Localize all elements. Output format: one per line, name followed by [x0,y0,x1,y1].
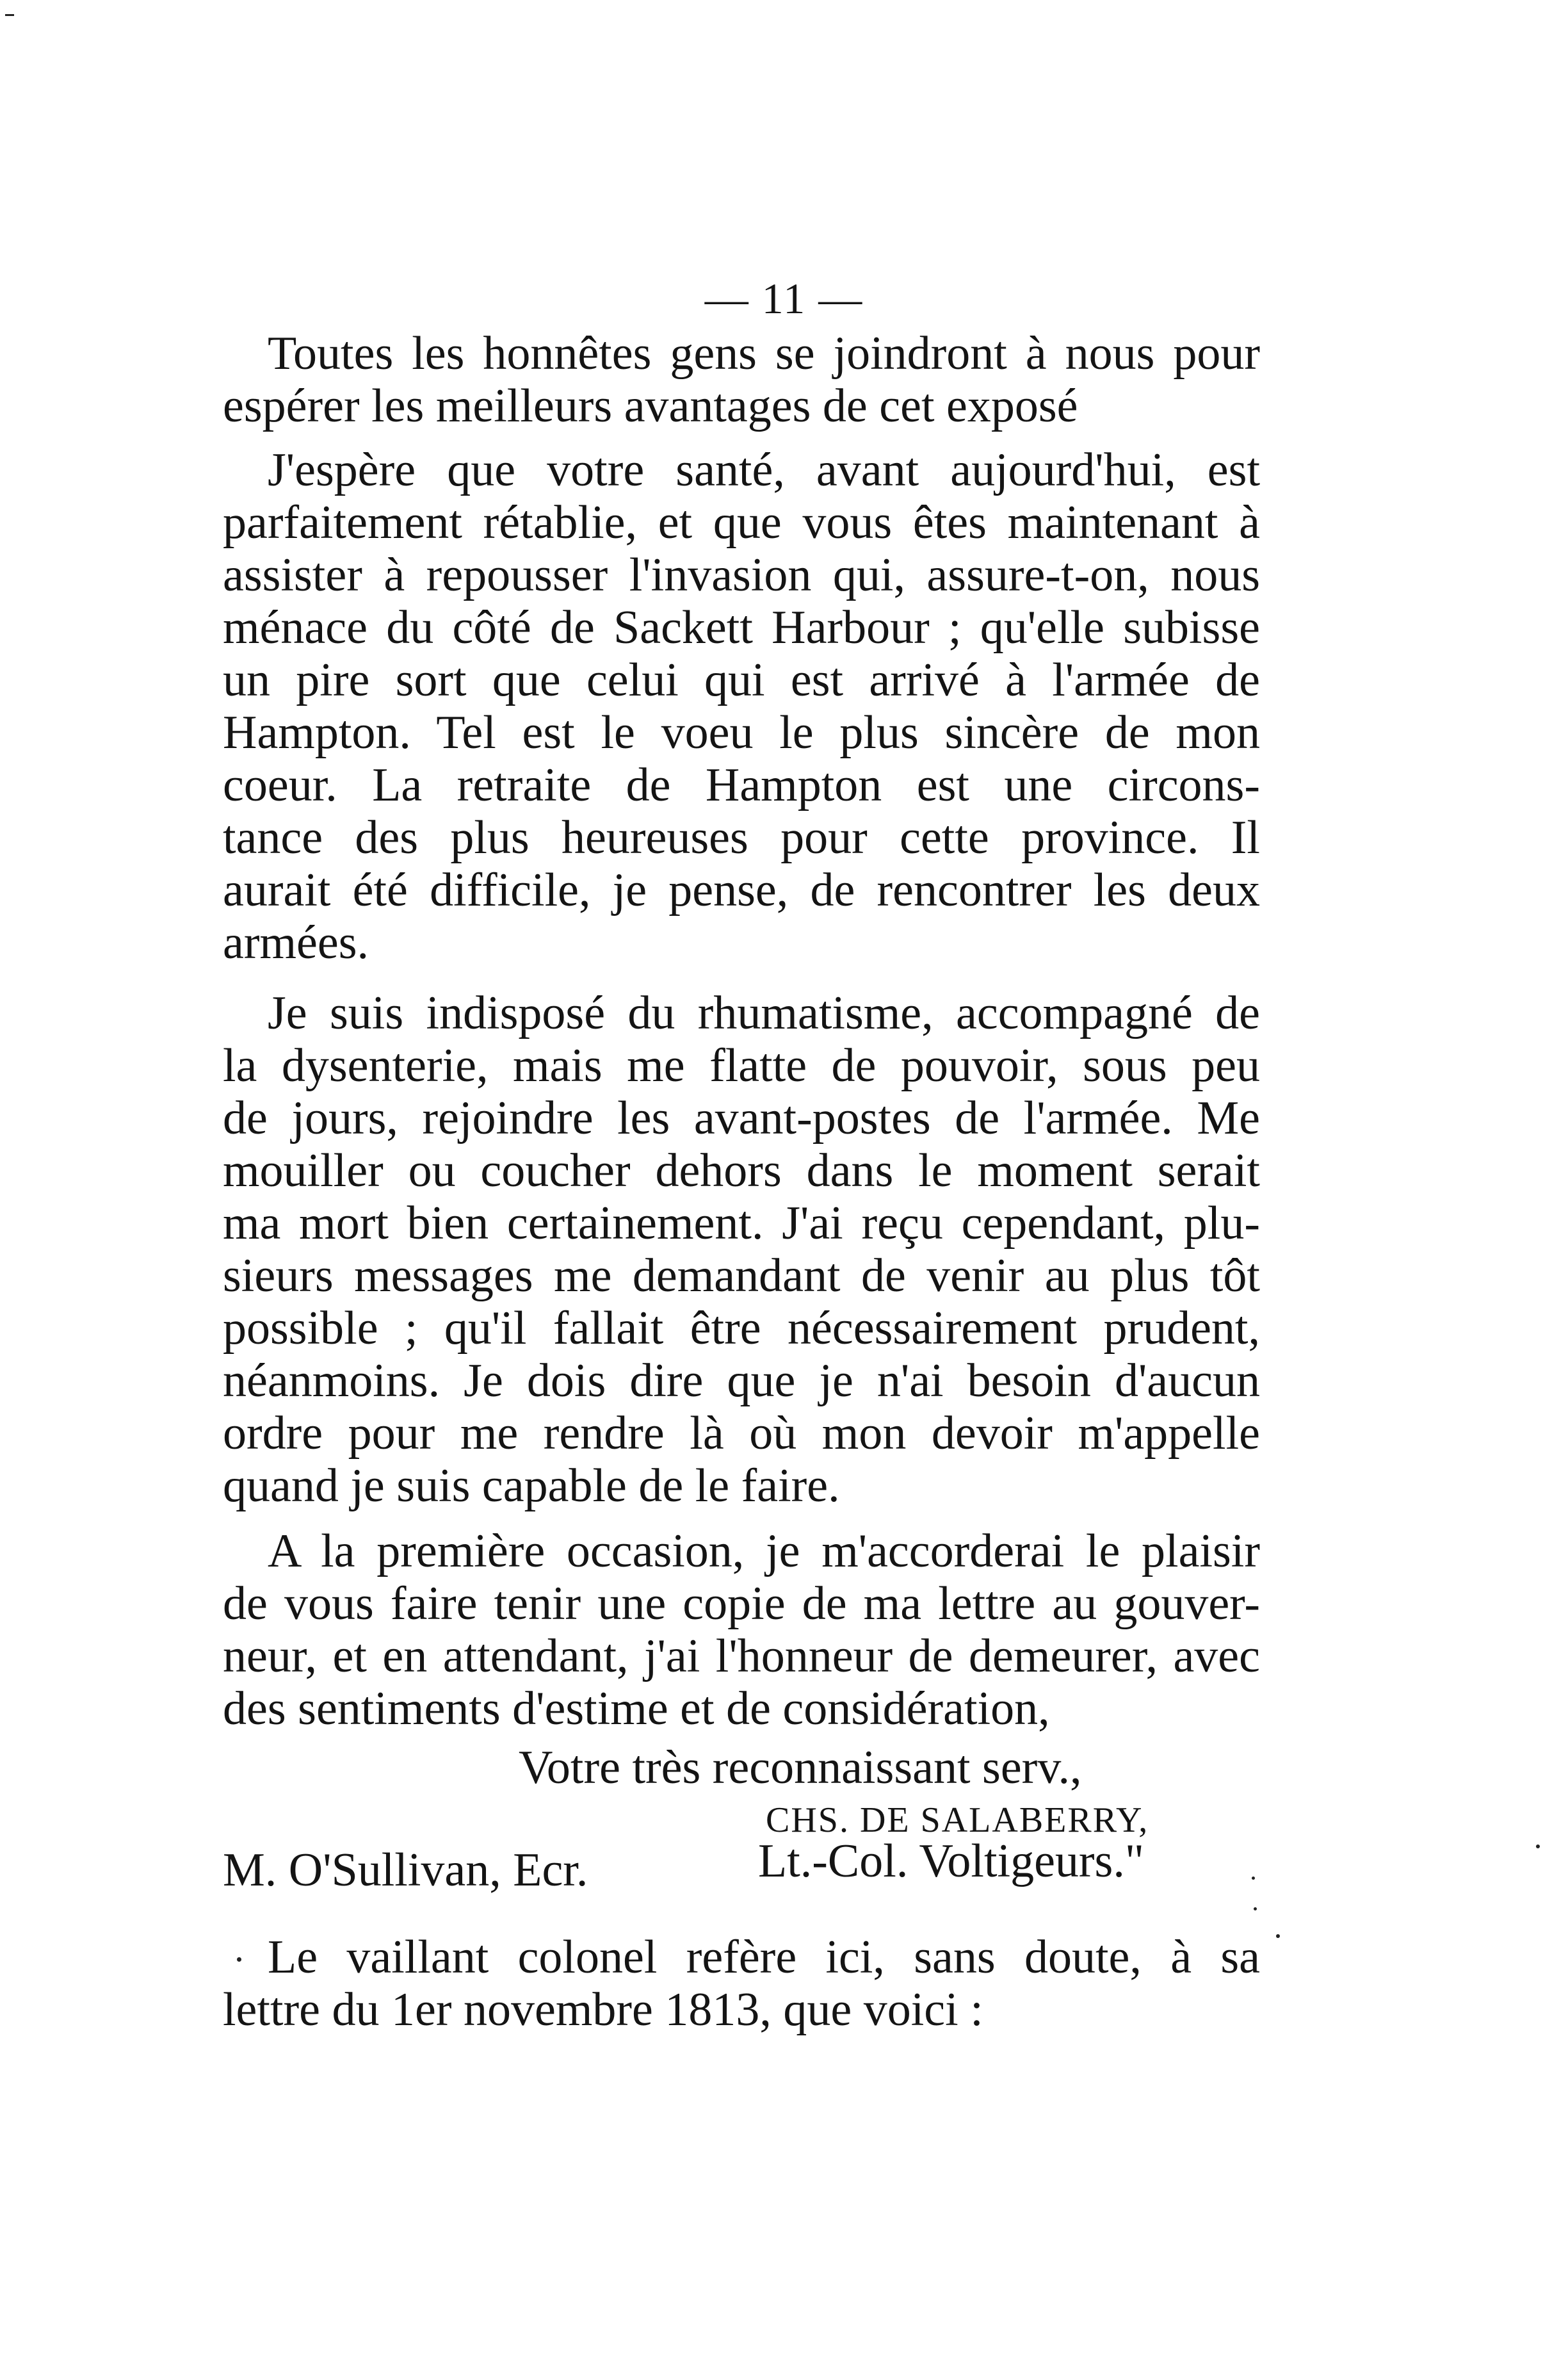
text-line: A la première occasion, je m'accorderai le plaisir [268,1525,1260,1577]
text-line: parfaitement rétablie, et que vous êtes maintenant à [223,496,1260,549]
text-line: mouiller ou coucher dehors dans le moment serait [223,1144,1260,1197]
text-line: quand je suis capable de le faire. [223,1460,840,1512]
scan-speck [1536,1845,1540,1848]
text-line: Hampton. Tel est le voeu le plus sincère de mon [223,706,1260,759]
text-line: armées. [223,916,369,969]
text-line: tance des plus heureuses pour cette province. Il [223,811,1260,864]
text-line: assister à repousser l'invasion qui, assure-t-on, nous [223,549,1260,601]
addressee: M. O'Sullivan, Ecr. [223,1844,588,1896]
scan-speck [237,1957,241,1962]
text-line: de vous faire tenir une copie de ma lettre au gouver- [223,1577,1260,1630]
text-line: néanmoins. Je dois dire que je n'ai besoin d'aucun [223,1355,1260,1407]
page-number: — 11 — [704,274,864,323]
text-line: Toutes les honnêtes gens se joindront à nous pour [268,327,1260,380]
text-line: neur, et en attendant, j'ai l'honneur de demeurer, avec [223,1630,1260,1682]
text-line: espérer les meilleurs avantages de cet exposé [223,380,1078,432]
signature-name: CHS. DE SALABERRY, [766,1800,1149,1840]
text-line: de jours, rejoindre les avant-postes de l'armée. Me [223,1092,1260,1144]
text-line: sieurs messages me demandant de venir au plus tôt [223,1250,1260,1302]
text-line: Je suis indisposé du rhumatisme, accompagné de [268,987,1260,1039]
closing-salutation: Votre très reconnaissant serv., [519,1741,1082,1794]
text-line: J'espère que votre santé, avant aujourd'hui, est [268,444,1260,496]
text-line: lettre du 1er novembre 1813, que voici : [223,1983,983,2036]
text-line: ordre pour me rendre là où mon devoir m'appelle [223,1407,1260,1460]
text-line: la dysenterie, mais me flatte de pouvoir, sous peu [223,1039,1260,1092]
text-line: possible ; qu'il fallait être nécessairement prudent, [223,1302,1260,1355]
text-line: ménace du côté de Sackett Harbour ; qu'elle subisse [223,601,1260,654]
scan-speck [5,14,14,16]
signature-rank: Lt.-Col. Voltigeurs." [758,1835,1145,1887]
text-line: un pire sort que celui qui est arrivé à l'armée de [223,654,1260,706]
text-line: aurait été difficile, je pense, de rencontrer les deux [223,864,1260,916]
scan-speck [1252,1877,1255,1880]
text-line: coeur. La retraite de Hampton est une circons- [223,759,1260,811]
scan-speck [1276,1934,1280,1938]
text-line: ma mort bien certainement. J'ai reçu cependant, plu- [223,1197,1260,1250]
text-line: des sentiments d'estime et de considération, [223,1682,1050,1735]
scan-speck [1254,1907,1257,1910]
text-line: Le vaillant colonel refère ici, sans doute, à sa [268,1931,1260,1983]
